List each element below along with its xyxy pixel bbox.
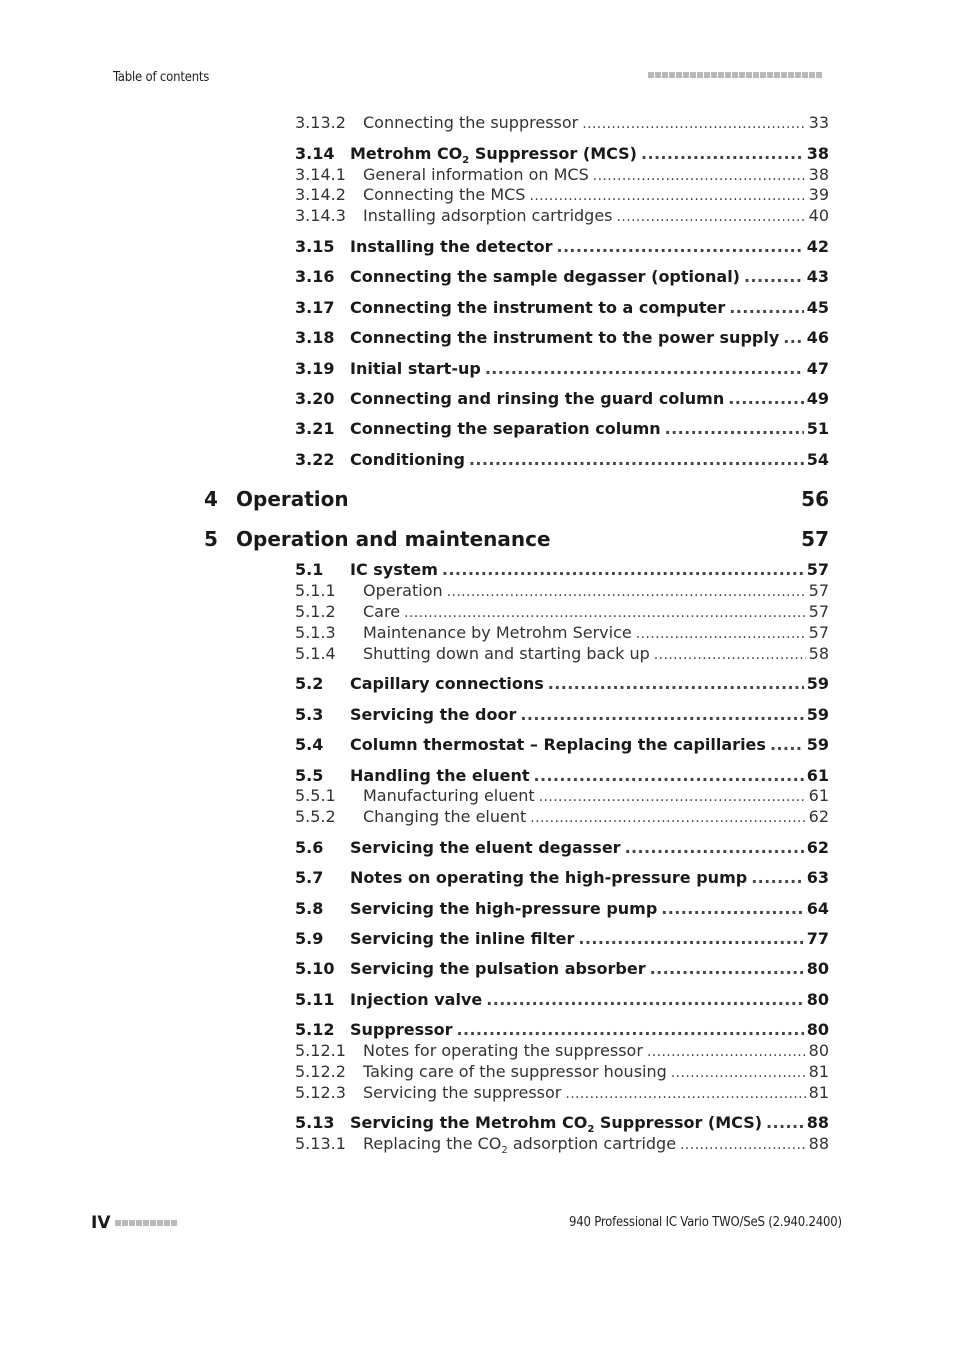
toc-entry-3-14-2[interactable] bbox=[295, 185, 829, 204]
toc-page: 54 bbox=[806, 450, 829, 469]
toc-number: 3.14 bbox=[295, 144, 335, 163]
toc-leader bbox=[548, 674, 804, 693]
toc-title: Conditioning bbox=[350, 450, 465, 469]
toc-entry-5-13-1[interactable] bbox=[295, 1134, 829, 1156]
toc-entry-3-16[interactable] bbox=[295, 267, 829, 286]
toc-page: 64 bbox=[806, 899, 829, 918]
toc-entry-5-1-2[interactable] bbox=[295, 602, 829, 621]
toc-leader bbox=[565, 1086, 805, 1102]
toc-entry-3-17[interactable] bbox=[295, 298, 829, 317]
toc-leader bbox=[485, 359, 804, 378]
toc-page: 80 bbox=[806, 1020, 829, 1039]
toc-title: Connecting the suppressor bbox=[363, 113, 579, 132]
toc-title: General information on MCS bbox=[363, 165, 589, 184]
toc-title: Taking care of the suppressor housing bbox=[363, 1062, 667, 1081]
toc-number: 3.20 bbox=[295, 389, 335, 408]
toc-title: Changing the eluent bbox=[363, 807, 527, 826]
toc-page: 77 bbox=[806, 929, 829, 948]
toc-number: 5.2 bbox=[295, 674, 324, 693]
toc-page: 57 bbox=[801, 527, 829, 551]
toc-number: 5.3 bbox=[295, 705, 324, 724]
toc-leader bbox=[729, 298, 803, 317]
toc-number: 3.17 bbox=[295, 298, 335, 317]
toc-number: 5.12.2 bbox=[295, 1062, 346, 1081]
toc-leader bbox=[654, 647, 806, 663]
toc-title: Maintenance by Metrohm Service bbox=[363, 623, 632, 642]
toc-leader bbox=[529, 188, 805, 204]
toc-page: 88 bbox=[806, 1113, 829, 1132]
toc-number: 5.1.2 bbox=[295, 602, 336, 621]
toc-number: 3.22 bbox=[295, 450, 335, 469]
toc-title: Column thermostat – Replacing the capillaries bbox=[350, 735, 766, 754]
toc-entry-3-21[interactable] bbox=[295, 419, 829, 438]
toc-entry-3-15[interactable] bbox=[295, 237, 829, 256]
toc-number: 3.14.1 bbox=[295, 165, 346, 184]
toc-title-part: Replacing the CO bbox=[363, 1134, 502, 1153]
toc-entry-5-12-1[interactable] bbox=[295, 1041, 829, 1060]
toc-number: 5.5.2 bbox=[295, 807, 336, 826]
footer-left bbox=[91, 1213, 177, 1233]
toc-title: Notes on operating the high-pressure pump bbox=[350, 868, 748, 887]
toc-leader bbox=[665, 419, 804, 438]
toc-number: 5.7 bbox=[295, 868, 324, 887]
toc-number: 5.1.1 bbox=[295, 581, 336, 600]
toc-page: 51 bbox=[806, 419, 829, 438]
toc-page: 57 bbox=[808, 602, 829, 621]
toc-number: 5.6 bbox=[295, 838, 324, 857]
toc-title: Operation and maintenance bbox=[236, 527, 551, 551]
toc-number: 5.5.1 bbox=[295, 786, 336, 805]
toc-leader bbox=[469, 450, 804, 469]
toc-title: Shutting down and starting back up bbox=[363, 644, 650, 663]
toc-number: 5 bbox=[204, 527, 218, 551]
toc-leader bbox=[647, 1044, 806, 1060]
toc-title: Connecting and rinsing the guard column bbox=[350, 389, 725, 408]
toc-entry-5-7[interactable] bbox=[295, 868, 829, 887]
toc-entry-5-12-2[interactable] bbox=[295, 1062, 829, 1081]
toc-title: Servicing the pulsation absorber bbox=[350, 959, 646, 978]
toc-title: IC system bbox=[350, 560, 438, 579]
toc-page: 57 bbox=[808, 581, 829, 600]
toc-title: Connecting the MCS bbox=[363, 185, 526, 204]
toc-leader bbox=[578, 929, 803, 948]
toc-page: 45 bbox=[806, 298, 829, 317]
toc-page: 57 bbox=[806, 560, 829, 579]
toc-title: Connecting the instrument to the power supply bbox=[350, 328, 780, 347]
toc-number: 5.10 bbox=[295, 959, 335, 978]
toc-page: 62 bbox=[806, 838, 829, 857]
toc-leader bbox=[530, 810, 805, 826]
toc-page: 80 bbox=[806, 959, 829, 978]
toc-leader bbox=[744, 267, 804, 286]
toc-leader bbox=[457, 1020, 804, 1039]
toc-page: 62 bbox=[808, 807, 829, 826]
toc-page: 59 bbox=[806, 735, 829, 754]
toc-title-part: Servicing the Metrohm CO bbox=[350, 1113, 588, 1132]
toc-title: Servicing the eluent degasser bbox=[350, 838, 621, 857]
toc-number: 3.14.2 bbox=[295, 185, 346, 204]
toc-title-subscript: 2 bbox=[587, 1124, 595, 1136]
toc-number: 3.13.2 bbox=[295, 113, 346, 132]
page-number: IV bbox=[91, 1213, 111, 1233]
toc-leader bbox=[671, 1065, 806, 1081]
toc-number: 5.4 bbox=[295, 735, 324, 754]
toc-title: Operation bbox=[363, 581, 443, 600]
header-decoration-squares bbox=[648, 72, 822, 78]
toc-entry-3-20[interactable] bbox=[295, 389, 829, 408]
toc-entry-5-11[interactable] bbox=[295, 990, 829, 1009]
toc-title: Installing adsorption cartridges bbox=[363, 206, 613, 225]
toc-leader bbox=[661, 899, 803, 918]
toc-entry-3-14[interactable] bbox=[295, 144, 829, 166]
toc-entry-5-1[interactable] bbox=[295, 560, 829, 579]
toc-page: 61 bbox=[806, 766, 829, 785]
toc-leader bbox=[680, 1137, 806, 1153]
toc-page: 33 bbox=[808, 113, 829, 132]
toc-entry-3-18[interactable] bbox=[295, 328, 829, 347]
toc-leader bbox=[486, 990, 803, 1009]
toc-leader bbox=[728, 389, 804, 408]
toc-title: Initial start-up bbox=[350, 359, 481, 378]
toc-title: Suppressor bbox=[350, 1020, 453, 1039]
toc-page: 38 bbox=[806, 144, 829, 163]
toc-leader bbox=[625, 838, 804, 857]
toc-number: 5.1.4 bbox=[295, 644, 336, 663]
toc-title-part: Suppressor (MCS) bbox=[594, 1113, 763, 1132]
toc-page: 59 bbox=[806, 705, 829, 724]
toc-entry-5-8[interactable] bbox=[295, 899, 829, 918]
toc-title bbox=[350, 144, 637, 166]
toc-title: Servicing the suppressor bbox=[363, 1083, 562, 1102]
toc-entry-5-6[interactable] bbox=[295, 838, 829, 857]
toc-leader bbox=[641, 144, 804, 163]
toc-leader bbox=[539, 789, 806, 805]
footer-document-title: 940 Professional IC Vario TWO/SeS (2.940.2400) bbox=[569, 1215, 842, 1230]
toc-title-subscript: 2 bbox=[462, 155, 470, 167]
toc-page: 46 bbox=[806, 328, 829, 347]
toc-entry-3-22[interactable] bbox=[295, 450, 829, 469]
toc-title: Notes for operating the suppressor bbox=[363, 1041, 643, 1060]
toc-title: Connecting the instrument to a computer bbox=[350, 298, 726, 317]
toc-entry-5-5-2[interactable] bbox=[295, 807, 829, 826]
toc-page: 43 bbox=[806, 267, 829, 286]
toc-page: 63 bbox=[806, 868, 829, 887]
toc-number: 5.12.3 bbox=[295, 1083, 346, 1102]
toc-number: 5.12 bbox=[295, 1020, 335, 1039]
toc-number: 3.19 bbox=[295, 359, 335, 378]
toc-entry-5-3[interactable] bbox=[295, 705, 829, 724]
toc-number: 4 bbox=[204, 487, 218, 511]
toc-number: 3.15 bbox=[295, 237, 335, 256]
toc-number: 5.12.1 bbox=[295, 1041, 346, 1060]
toc-title-subscript: 2 bbox=[501, 1145, 508, 1157]
toc-leader bbox=[751, 868, 804, 887]
toc-entry-5-4[interactable] bbox=[295, 735, 829, 754]
toc-leader bbox=[404, 605, 806, 621]
toc-entry-5-13[interactable] bbox=[295, 1113, 829, 1135]
toc-leader bbox=[770, 735, 804, 754]
toc-number: 5.11 bbox=[295, 990, 335, 1009]
toc-leader bbox=[556, 237, 803, 256]
toc-page: 61 bbox=[808, 786, 829, 805]
toc-page: 40 bbox=[808, 206, 829, 225]
toc-page: 47 bbox=[806, 359, 829, 378]
toc-title bbox=[363, 1134, 676, 1156]
toc-page: 80 bbox=[808, 1041, 829, 1060]
toc-entry-5-5[interactable] bbox=[295, 766, 829, 785]
toc-entry-5-5-1[interactable] bbox=[295, 786, 829, 805]
toc-number: 5.5 bbox=[295, 766, 324, 785]
toc-number: 5.9 bbox=[295, 929, 324, 948]
toc-page: 56 bbox=[801, 487, 829, 511]
toc-title: Handling the eluent bbox=[350, 766, 530, 785]
toc-page: 59 bbox=[806, 674, 829, 693]
toc-page: 38 bbox=[808, 165, 829, 184]
toc-title-part: adsorption cartridge bbox=[507, 1134, 677, 1153]
toc-number: 3.21 bbox=[295, 419, 335, 438]
toc-leader bbox=[636, 626, 806, 642]
toc-title: Servicing the high-pressure pump bbox=[350, 899, 658, 918]
toc-title: Capillary connections bbox=[350, 674, 544, 693]
toc-title: Care bbox=[363, 602, 401, 621]
toc-chapter-4[interactable] bbox=[204, 487, 829, 511]
toc-leader bbox=[783, 328, 803, 347]
toc-number: 5.8 bbox=[295, 899, 324, 918]
toc-title-part: Metrohm CO bbox=[350, 144, 463, 163]
toc-page: 81 bbox=[808, 1083, 829, 1102]
toc-page: 57 bbox=[808, 623, 829, 642]
toc-leader bbox=[534, 766, 804, 785]
toc-page: 58 bbox=[808, 644, 829, 663]
toc-entry-5-2[interactable] bbox=[295, 674, 829, 693]
toc-leader bbox=[617, 209, 806, 225]
toc-title: Injection valve bbox=[350, 990, 483, 1009]
footer-decoration-squares bbox=[115, 1220, 177, 1226]
toc-page: 88 bbox=[808, 1134, 829, 1153]
toc-title: Manufacturing eluent bbox=[363, 786, 535, 805]
toc-entry-3-14-1[interactable] bbox=[295, 165, 829, 184]
toc-title: Connecting the sample degasser (optional) bbox=[350, 267, 740, 286]
toc-title: Servicing the inline filter bbox=[350, 929, 575, 948]
toc-leader bbox=[650, 959, 804, 978]
toc-entry-5-1-4[interactable] bbox=[295, 644, 829, 663]
toc-page: 42 bbox=[806, 237, 829, 256]
toc-number: 3.16 bbox=[295, 267, 335, 286]
toc-entry-3-14-3[interactable] bbox=[295, 206, 829, 225]
toc-chapter-5[interactable] bbox=[204, 527, 829, 551]
toc-entry-5-12[interactable] bbox=[295, 1020, 829, 1039]
toc-page: 39 bbox=[808, 185, 829, 204]
toc-entry-3-19[interactable] bbox=[295, 359, 829, 378]
toc-leader bbox=[520, 705, 803, 724]
toc-page: 49 bbox=[806, 389, 829, 408]
toc-page: 81 bbox=[808, 1062, 829, 1081]
toc-number: 5.13 bbox=[295, 1113, 335, 1132]
running-header-title: Table of contents bbox=[113, 70, 210, 85]
toc-leader bbox=[766, 1113, 804, 1132]
toc-title-part: Suppressor (MCS) bbox=[469, 144, 637, 163]
toc-number: 3.18 bbox=[295, 328, 335, 347]
toc-page: 80 bbox=[806, 990, 829, 1009]
toc-title: Connecting the separation column bbox=[350, 419, 661, 438]
toc-title: Installing the detector bbox=[350, 237, 553, 256]
toc-entry-5-1-1[interactable] bbox=[295, 581, 829, 600]
toc-entry-5-1-3[interactable] bbox=[295, 623, 829, 642]
toc-number: 3.14.3 bbox=[295, 206, 346, 225]
toc-number: 5.1.3 bbox=[295, 623, 336, 642]
toc-title: Servicing the door bbox=[350, 705, 517, 724]
toc-entry-5-12-3[interactable] bbox=[295, 1083, 829, 1102]
toc-entry-5-10[interactable] bbox=[295, 959, 829, 978]
toc-number: 5.1 bbox=[295, 560, 324, 579]
toc-number: 5.13.1 bbox=[295, 1134, 346, 1153]
toc-leader bbox=[582, 116, 805, 132]
toc-entry-5-9[interactable] bbox=[295, 929, 829, 948]
toc-title: Operation bbox=[236, 487, 349, 511]
toc-leader bbox=[447, 584, 806, 600]
toc-leader bbox=[442, 560, 804, 579]
toc-title bbox=[350, 1113, 762, 1135]
toc-leader bbox=[593, 168, 806, 184]
toc-entry-3-13-2[interactable] bbox=[295, 113, 829, 132]
